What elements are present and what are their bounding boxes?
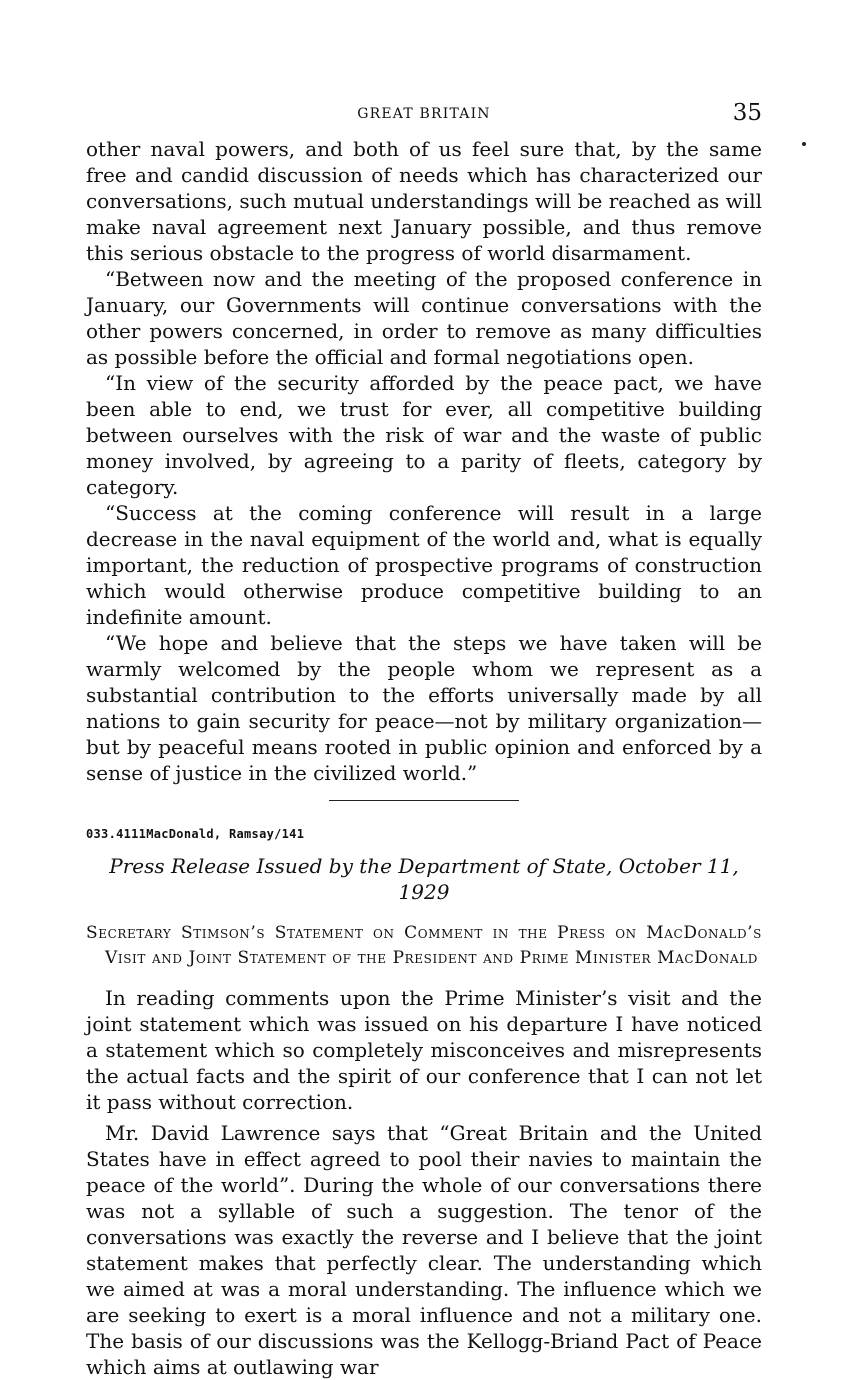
page [86,100,762,1380]
running-title: GREAT BRITAIN [357,106,491,122]
stray-mark [802,142,806,146]
paragraph: “We hope and believe that the steps we have taken will be warmly welcomed by the people whom we represent as a substantial contribution to the efforts universally made by all nations to gain security for peace—not by military organization—but by peaceful means rooted in public opinion and enforced by a sense of justice in the civilized world.” [86,631,762,785]
file-reference: 033.4111MacDonald, Ramsay/141 [86,827,305,841]
paragraph: Mr. David Lawrence says that “Great Britain and the United States have in effect agreed to pool their navies to maintain the peace of the world”. During the whole of our conversations there was not a syllable of such a suggestion. The tenor of the conversations was exactly the reverse and I believe that the joint statement makes that perfectly clear. The understanding which we aimed at was a moral understanding. The influence which we are seeking to exert is a moral influence and not a military one. The basis of our discussions was the Kellogg-Briand Pact of Peace which aims at outlawing war [86,1121,762,1379]
paragraph: “In view of the security afforded by the peace pact, we have been able to end, we trust for ever, all competitive building between ourselves with the risk of war and the waste of public money involved, by agreeing to a parity of fleets, category by category. [86,371,762,499]
paragraph: “Between now and the meeting of the proposed conference in January, our Governments will continue conversations with the other powers concerned, in order to remove as many difficulties as possible before the official and formal negotiations open. [86,267,762,369]
paragraph: In reading comments upon the Prime Minister’s visit and the joint statement which was issued on his departure I have noticed a statement which so completely misconceives and misrepresents the actual facts and the spirit of our conference that I can not let it pass without correction. [86,986,762,1114]
paragraph-continuation: other naval powers, and both of us feel sure that, by the same free and candid discussion of needs which has characterized our conversations, such mutual understandings will be reached as will make naval agreement next January possible, and thus remove this serious obstacle to the progress of world disarmament. [86,137,762,265]
page-number: 35 [732,100,762,126]
paragraph: “Success at the coming conference will result in a large decrease in the naval equipment of the world and, what is equally important, the reduction of prospective programs of construction which would otherwise produce competitive building to an indefinite amount. [86,501,762,629]
running-head [86,100,762,136]
top-text-block [86,136,762,786]
statement-heading: Secretary Stimson’s Statement on Comment in the Press on MacDonald’s Visit and Joint Statement of the President and Prime Minister MacDonald [86,923,762,968]
press-release-title: Press Release Issued by the Department of State, October 11, 1929 [109,854,739,904]
bottom-text-block [86,985,762,1380]
section-divider [329,800,519,801]
